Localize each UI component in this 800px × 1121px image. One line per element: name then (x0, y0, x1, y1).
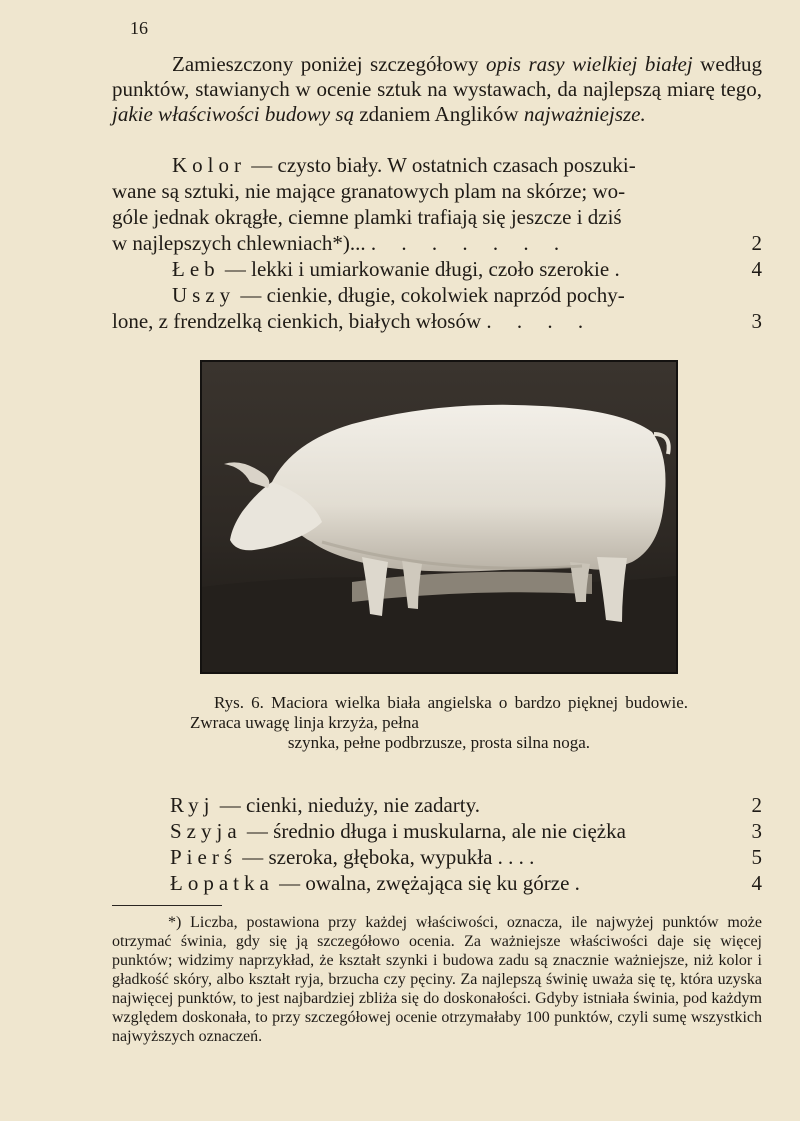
criterion-piers (170, 844, 762, 870)
criterion-uszy (112, 282, 762, 334)
intro-paragraph (112, 52, 762, 127)
lower-criteria (170, 792, 762, 896)
criterion-name: Łopatka (170, 871, 274, 895)
criterion-text: w najlepszych chlewniach*)... (112, 231, 366, 255)
intro-text-3: zdaniem Anglików (354, 102, 524, 126)
intro-text-1: Zamieszczony poniżej szczegółowy (172, 52, 486, 76)
criterion-name: Pierś (170, 845, 237, 869)
footnote-rule (112, 905, 222, 906)
pig-photo (200, 360, 678, 674)
criterion-points: 2 (751, 793, 762, 817)
criterion-text: — czysto biały. W ostatnich czasach poszuki- (246, 153, 636, 177)
criterion-name: Kolor (172, 153, 246, 177)
criterion-name: Szyja (170, 819, 242, 843)
criterion-text: — szeroka, głęboka, wypukła . . . . (237, 845, 535, 869)
criterion-szyja (170, 818, 762, 844)
leader-dots: . . . . (486, 309, 594, 333)
intro-italic-2: jakie właściwości budowy są (112, 102, 355, 126)
criterion-leb (112, 256, 762, 282)
criterion-lopatka (170, 870, 762, 896)
criterion-ryj (170, 792, 762, 818)
pig-illustration (202, 362, 676, 672)
criterion-points: 4 (751, 257, 762, 281)
intro-italic-3: najważniejsze. (523, 102, 646, 126)
criterion-points: 2 (751, 231, 762, 255)
leader-dots: . . . . . . . (370, 231, 570, 255)
criterion-name: Uszy (172, 283, 236, 307)
criterion-points: 5 (751, 845, 762, 869)
caption-last-line: szynka, pełne podbrzusze, prosta silna noga. (287, 733, 591, 752)
caption-text: Rys. 6. Maciora wielka biała angielska o bardzo pięknej budowie. Zwraca uwagę linja krzyża, pełna (190, 693, 688, 732)
figure-caption (190, 693, 688, 753)
criterion-name: Łeb (172, 257, 220, 281)
criterion-name: Ryj (170, 793, 215, 817)
criterion-points: 4 (751, 871, 762, 895)
criterion-text: lone, z frendzelką cienkich, białych włosów (112, 309, 482, 333)
criterion-text: — owalna, zwężająca się ku górze . (273, 871, 580, 895)
criterion-text: — lekki i umiarkowanie długi, czoło szerokie (219, 257, 610, 281)
intro-italic-1: opis rasy wielkiej białej (485, 52, 693, 76)
criterion-points: 3 (751, 309, 762, 333)
criterion-text: — cienkie, długie, cokolwiek naprzód pochy- (235, 283, 625, 307)
footnote (112, 913, 762, 1046)
criterion-text: — średnio długa i muskularna, ale nie ciężka (241, 819, 626, 843)
leader-dots: . (614, 257, 630, 281)
criterion-text: — cienki, nieduży, nie zadarty. (214, 793, 481, 817)
criterion-text: wane są sztuki, nie mające granatowych plam na skórze; wo- (112, 179, 626, 203)
intro-text-2: według punktów, stawianych w ocenie sztuk na wystawach, da najlepszą miarę tego, (112, 52, 762, 101)
page-number: 16 (130, 18, 148, 38)
criterion-kolor (112, 152, 762, 256)
criterion-text: góle jednak okrągłe, ciemne plamki trafiają się jeszcze i dziś (112, 205, 622, 229)
criterion-points: 3 (751, 819, 762, 843)
footnote-text: *) Liczba, postawiona przy każdej właściwości, oznacza, ile najwyżej punktów może otrzymać świnia, gdy się ją szczegółowo ocenia. Za ważniejsze właściwości daje się więcej punktów; widzimy naprzykład, że kształt szynki i budowa zadu są znacznie ważniejsze, niż kolor i gładkość skóry, albo kształt ryja, brzucha czy pęciny. Za najlepszą świnię uważa się tę, która uzyska najwięcej punktów, to jest najbardziej zbliża się do doskonałości. Gdyby istniała świnia, pod każdym względem doskonała, to przy szczegółowej ocenie otrzymałaby 100 punktów, czyli sumę wszystkich najwyższych oznaczeń. (112, 914, 762, 1045)
